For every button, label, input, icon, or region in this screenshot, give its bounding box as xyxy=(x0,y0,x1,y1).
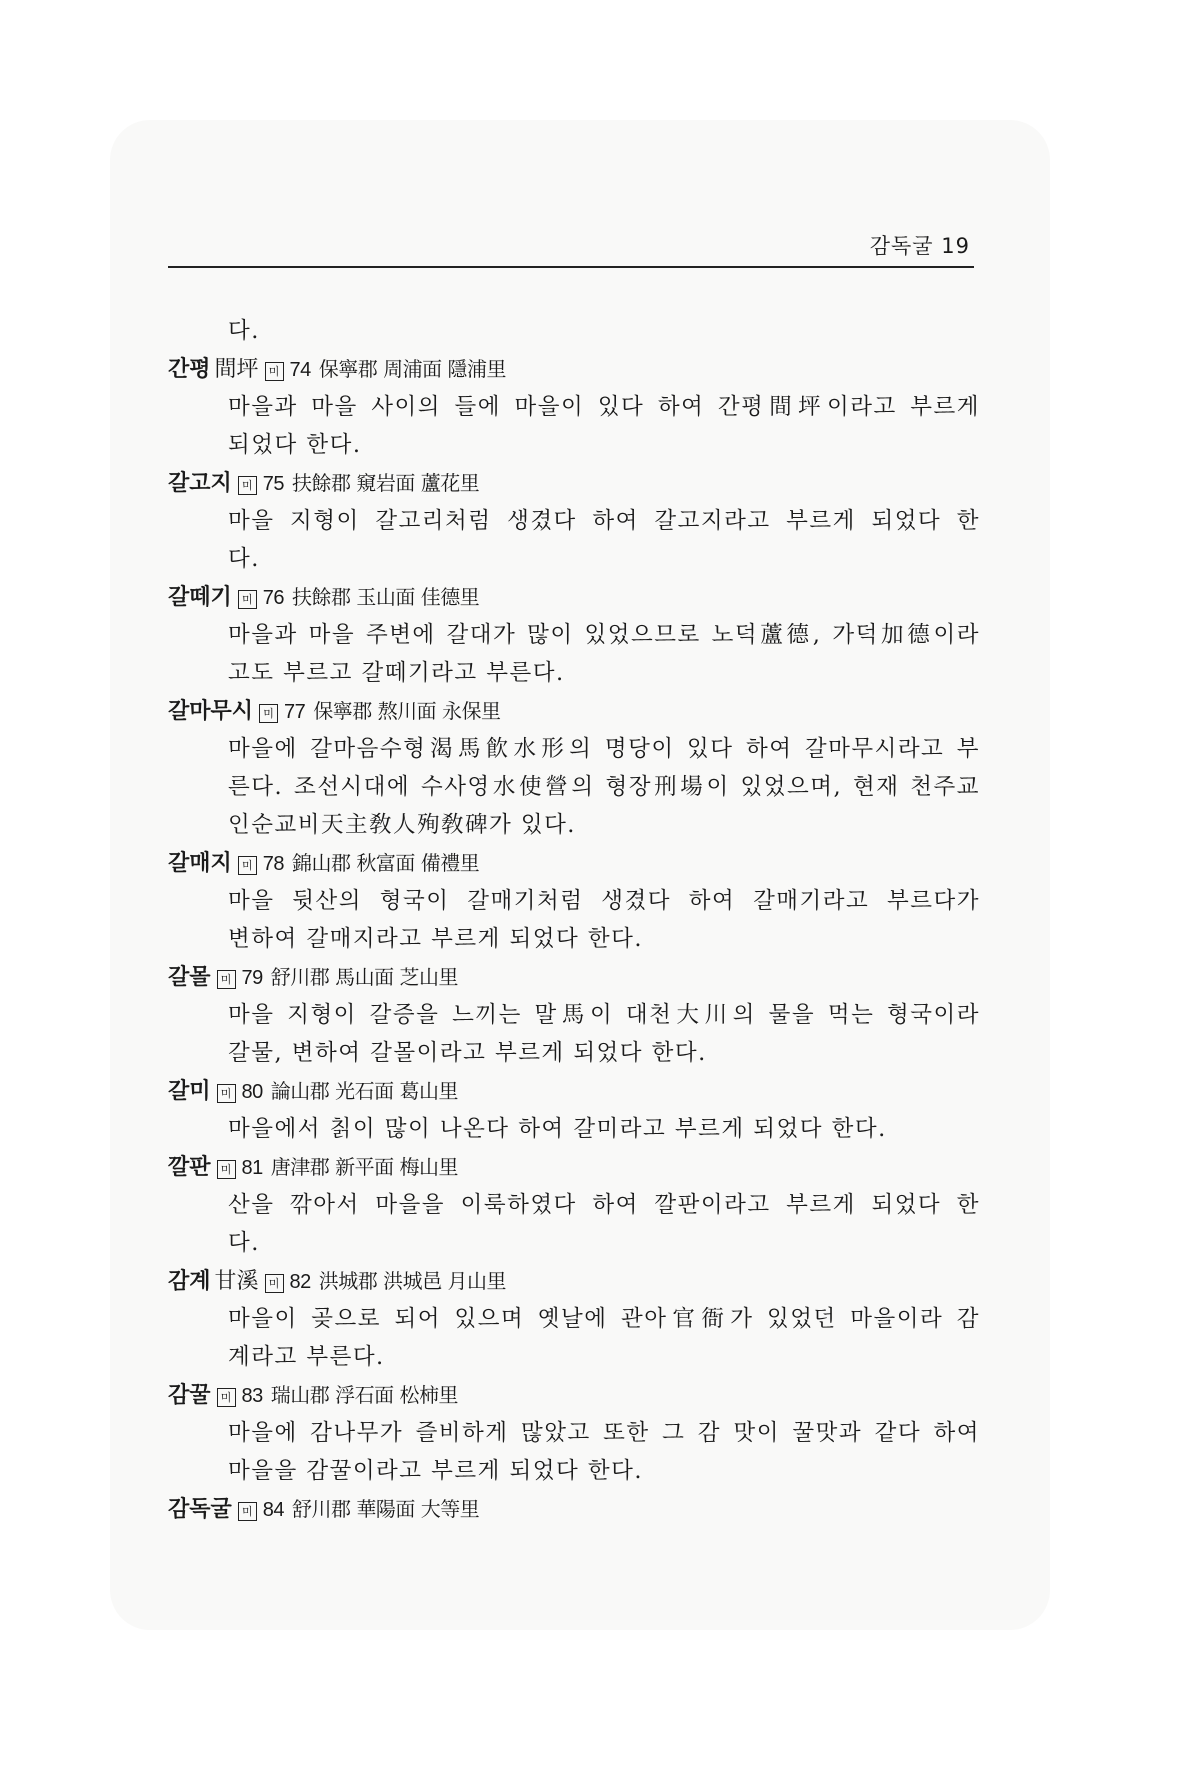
entry-description xyxy=(228,502,980,578)
dictionary-entry xyxy=(168,1490,980,1528)
description-line: 산을 깎아서 마을을 이룩하였다 하여 깔판이라고 부르게 되었다 한 xyxy=(228,1192,980,1218)
entry-name: 깔판 xyxy=(168,1155,211,1180)
entry-number: 75 xyxy=(262,473,285,495)
village-mark-icon: 미 xyxy=(265,362,284,381)
entry-headword-line xyxy=(168,464,980,502)
entry-name: 감계 xyxy=(168,1269,211,1294)
description-line: 인순교비天主敎人殉敎碑가 있다. xyxy=(228,812,576,838)
village-mark-icon: 미 xyxy=(217,1084,236,1103)
dictionary-entry xyxy=(168,692,980,844)
entry-headword-line xyxy=(168,1376,980,1414)
village-mark-icon: 미 xyxy=(238,856,257,875)
entry-description xyxy=(228,1186,980,1262)
continuation-text xyxy=(228,312,980,350)
description-line: 마을에 갈마음수형渴馬飮水形의 명당이 있다 하여 갈마무시라고 부 xyxy=(228,736,980,762)
description-line: 른다. 조선시대에 수사영水使營의 형장刑場이 있었으며, 현재 천주교 xyxy=(228,774,980,800)
entry-name: 갈몰 xyxy=(168,965,211,990)
entry-location: 舒川郡 馬山面 芝山里 xyxy=(270,965,458,989)
entry-number: 81 xyxy=(241,1157,263,1179)
description-line: 마을과 마을 사이의 들에 마을이 있다 하여 간평間坪이라고 부르게 xyxy=(228,394,980,420)
dictionary-entry xyxy=(168,578,980,692)
description-line: 마을 지형이 갈증을 느끼는 말馬이 대천大川의 물을 먹는 형국이라 xyxy=(228,1002,980,1028)
entry-headword-line xyxy=(168,1072,980,1110)
entry-hanja: 間坪 xyxy=(214,357,259,382)
entry-description xyxy=(228,1110,980,1148)
entry-headword-line xyxy=(168,844,980,882)
entry-location: 扶餘郡 窺岩面 蘆花里 xyxy=(292,471,480,495)
entry-location: 保寧郡 周浦面 隱浦里 xyxy=(318,357,506,381)
village-mark-icon: 미 xyxy=(238,476,257,495)
entry-list xyxy=(168,350,980,1528)
entry-headword-line xyxy=(168,1148,980,1186)
description-line: 갈물, 변하여 갈몰이라고 부르게 되었다 한다. xyxy=(228,1040,707,1066)
description-line: 다. xyxy=(228,1230,260,1256)
running-title: 감독굴 19 xyxy=(869,234,970,258)
dictionary-entry xyxy=(168,464,980,578)
entry-headword-line xyxy=(168,958,980,996)
description-line: 마을과 마을 주변에 갈대가 많이 있었으므로 노덕蘆德, 가덕加德이라 xyxy=(228,622,980,648)
village-mark-icon: 미 xyxy=(238,590,257,609)
village-mark-icon: 미 xyxy=(217,1160,236,1179)
description-line: 마을에서 칡이 많이 나온다 하여 갈미라고 부르게 되었다 한다. xyxy=(228,1116,887,1142)
entry-headword-line xyxy=(168,350,980,388)
entry-hanja: 甘溪 xyxy=(214,1269,259,1294)
entry-location: 唐津郡 新平面 梅山里 xyxy=(270,1155,458,1179)
entry-number: 76 xyxy=(262,587,285,609)
entry-description xyxy=(228,616,980,692)
entry-location: 保寧郡 熬川面 永保里 xyxy=(313,699,501,723)
entry-location: 論山郡 光石面 葛山里 xyxy=(270,1079,458,1103)
description-line: 마을 지형이 갈고리처럼 생겼다 하여 갈고지라고 부르게 되었다 한 xyxy=(228,508,980,534)
entry-name: 감꿀 xyxy=(168,1383,211,1408)
entry-location: 瑞山郡 浮石面 松柿里 xyxy=(270,1383,458,1407)
description-line: 고도 부르고 갈떼기라고 부른다. xyxy=(228,660,565,686)
entry-description xyxy=(228,1300,980,1376)
entry-description xyxy=(228,996,980,1072)
entry-number: 74 xyxy=(289,359,311,381)
entry-headword-line xyxy=(168,578,980,616)
entry-name: 갈떼기 xyxy=(168,585,232,610)
entry-name: 감독굴 xyxy=(168,1497,232,1522)
entry-number: 82 xyxy=(289,1271,311,1293)
dictionary-entry xyxy=(168,350,980,464)
description-line: 계라고 부른다. xyxy=(228,1344,385,1370)
entry-number: 83 xyxy=(241,1385,263,1407)
village-mark-icon: 미 xyxy=(217,1388,236,1407)
entry-number: 77 xyxy=(284,701,306,723)
entry-location: 錦山郡 秋富面 備禮里 xyxy=(292,851,480,875)
dictionary-entry xyxy=(168,1072,980,1148)
entry-location: 舒川郡 華陽面 大等里 xyxy=(292,1497,480,1521)
entry-name: 간평 xyxy=(168,357,211,382)
description-line: 마을이 곶으로 되어 있으며 옛날에 관아官衙가 있었던 마을이라 감 xyxy=(228,1306,980,1332)
running-header xyxy=(168,226,974,268)
entry-description xyxy=(228,882,980,958)
village-mark-icon: 미 xyxy=(238,1502,257,1521)
entry-headword-line xyxy=(168,1490,980,1528)
description-line: 마을에 감나무가 즐비하게 많았고 또한 그 감 맛이 꿀맛과 같다 하여 xyxy=(228,1420,980,1446)
entry-name: 갈매지 xyxy=(168,851,232,876)
continuation-line: 다. xyxy=(228,318,260,344)
village-mark-icon: 미 xyxy=(265,1274,284,1293)
description-line: 되었다 한다. xyxy=(228,432,362,458)
dictionary-entry xyxy=(168,1262,980,1376)
entry-number: 78 xyxy=(262,853,285,875)
village-mark-icon: 미 xyxy=(259,704,278,723)
description-line: 마을을 감꿀이라고 부르게 되었다 한다. xyxy=(228,1458,644,1484)
entry-number: 79 xyxy=(241,967,263,989)
description-line: 다. xyxy=(228,546,260,572)
dictionary-entry xyxy=(168,1376,980,1490)
dictionary-entry xyxy=(168,1148,980,1262)
entry-description xyxy=(228,388,980,464)
dictionary-entry xyxy=(168,844,980,958)
entry-description xyxy=(228,1414,980,1490)
village-mark-icon: 미 xyxy=(217,970,236,989)
entry-name: 갈마무시 xyxy=(168,699,254,724)
entry-location: 扶餘郡 玉山面 佳德里 xyxy=(292,585,480,609)
entry-location: 洪城郡 洪城邑 月山里 xyxy=(318,1269,506,1293)
entry-description xyxy=(228,730,980,844)
dictionary-content xyxy=(168,312,980,1528)
dictionary-entry xyxy=(168,958,980,1072)
description-line: 마을 뒷산의 형국이 갈매기처럼 생겼다 하여 갈매기라고 부르다가 xyxy=(228,888,980,914)
entry-number: 80 xyxy=(241,1081,263,1103)
entry-name: 갈미 xyxy=(168,1079,211,1104)
entry-headword-line xyxy=(168,692,980,730)
entry-headword-line xyxy=(168,1262,980,1300)
entry-number: 84 xyxy=(262,1499,285,1521)
description-line: 변하여 갈매지라고 부르게 되었다 한다. xyxy=(228,926,644,952)
entry-name: 갈고지 xyxy=(168,471,232,496)
